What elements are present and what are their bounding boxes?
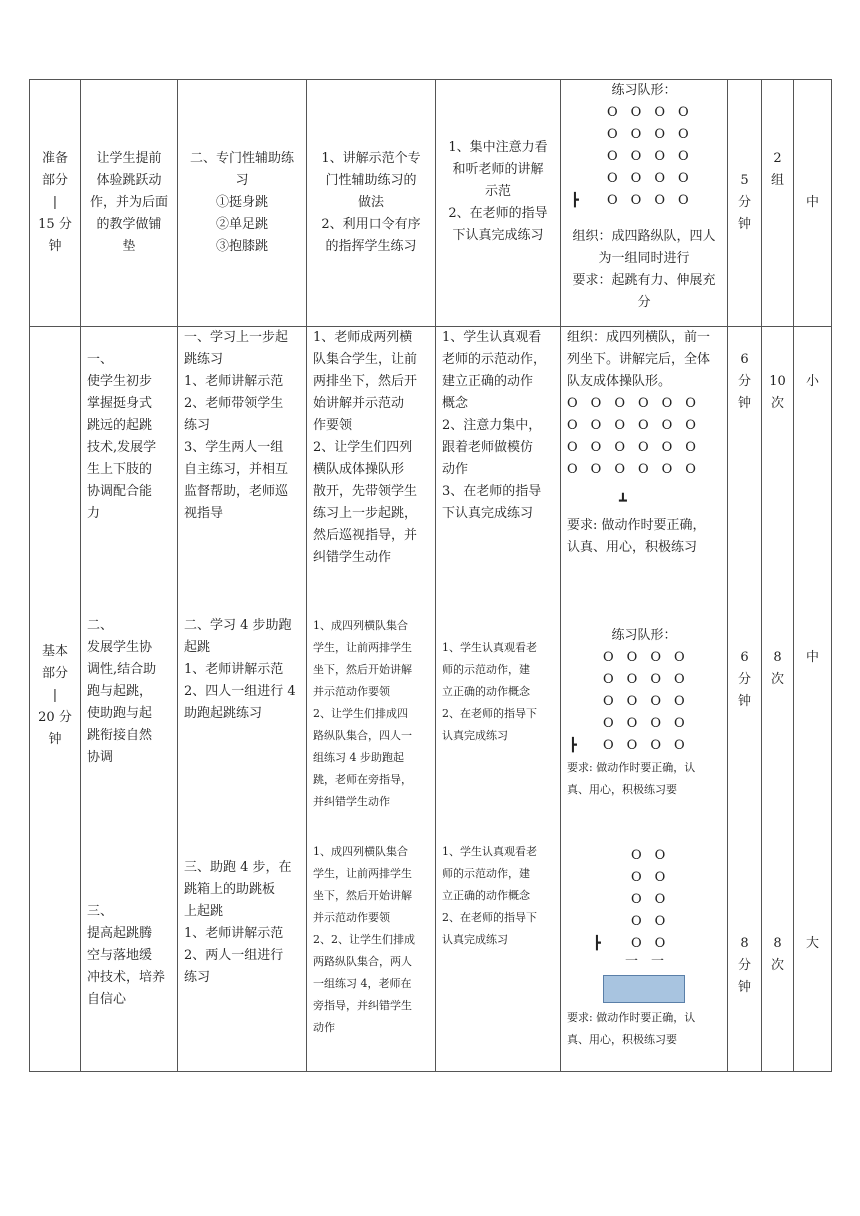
content-text: 二、学习 4 步助跑 起跳 1、老师讲解示范 2、四人一组进行 4 助跑起跳练习 xyxy=(184,618,296,721)
formation-row: O O O O O O xyxy=(567,396,696,411)
teacher-position-icon: ┣ xyxy=(571,193,579,208)
formation-diagram xyxy=(565,102,723,212)
part-label: 基本 部分 | 20 分 钟 xyxy=(38,644,72,747)
content-text: 一、学习上一步起 跳练习 1、老师讲解示范 2、老师带领学生 练习 3、学生两人一组 自主练习，并相互 监督帮助，老师巡 视指导 xyxy=(184,330,289,521)
formation-row: O O O O xyxy=(607,171,689,186)
goal-text: 一、 使学生初步 掌握挺身式 跳远的起跳 技术,发展学 生上下肢的 协调配合能 力 xyxy=(87,352,157,521)
goal-text: 让学生提前 体验跳跃动 作，并为后面 的教学做铺 垫 xyxy=(89,151,168,254)
intensity-text: 中 xyxy=(805,195,819,210)
student-cell xyxy=(436,327,561,1072)
teacher-position-icon: ┣ xyxy=(569,738,577,753)
content-text: 二、专门性辅助练 习 ①挺身跳 ②单足跳 ③抱膝跳 xyxy=(189,151,294,254)
formation-row: O O O O O O xyxy=(567,462,696,477)
formation-row: O O O O xyxy=(607,105,689,120)
student-cell xyxy=(436,80,561,327)
part-cell xyxy=(30,327,81,1072)
formation-row: O O xyxy=(631,848,666,863)
student-text: 1、学生认真观看老 师的示范动作，建 立正确的动作概念 2、在老师的指导下 认真完成练习 xyxy=(442,641,537,742)
content-cell xyxy=(178,80,307,327)
formation-row: O O O O xyxy=(607,149,689,164)
time-cell xyxy=(728,327,762,1072)
intensity-cell xyxy=(794,80,832,327)
organization-cell xyxy=(561,80,728,327)
formation-row: O O xyxy=(631,936,666,951)
time-text: 6 分 钟 xyxy=(737,352,751,411)
formation-diagram xyxy=(567,647,721,757)
intensity-text: 大 xyxy=(805,936,819,951)
formation-row: O O O O xyxy=(603,650,685,665)
teacher-cell xyxy=(307,327,436,1072)
formation-row: O O O O xyxy=(603,694,685,709)
count-text: 2 组 xyxy=(770,151,784,188)
formation-row: O O xyxy=(631,870,666,885)
goal-text: 二、 发展学生协 调性,结合助 跑与起跳， 使助跑与起 跳衔接自然 协调 xyxy=(87,618,157,765)
time-cell xyxy=(728,80,762,327)
formation-row: O O O O xyxy=(603,672,685,687)
formation-row: O O O O xyxy=(603,716,685,731)
organization-cell xyxy=(561,327,728,1072)
count-text: 8 次 xyxy=(770,936,784,973)
intensity-text: 小 xyxy=(805,374,819,389)
formation-title: 练习队形： xyxy=(611,83,677,98)
formation-row: O O O O O O xyxy=(567,418,696,433)
teacher-position-icon: ┻ xyxy=(619,494,627,509)
content-cell xyxy=(178,327,307,1072)
formation-row: O O xyxy=(631,914,666,929)
table-row xyxy=(30,327,832,1072)
formation-row: O O O O xyxy=(603,738,685,753)
formation-diagram xyxy=(567,845,721,969)
content-text: 三、助跑 4 步，在 跳箱上的助跳板 上起跳 1、老师讲解示范 2、两人一组进行 练习 xyxy=(184,860,292,985)
formation-row: O O O O xyxy=(607,193,689,208)
springboard-marks: 一 一 xyxy=(625,954,665,969)
table-row xyxy=(30,80,832,327)
organization-text: 要求: 做动作时要正确， 认真、用心，积极练习 xyxy=(567,518,706,555)
part-cell xyxy=(30,80,81,327)
formation-row: O O O O O O xyxy=(567,440,696,455)
teacher-position-icon: ┣ xyxy=(593,936,601,951)
teacher-text: 1、成四列横队集合 学生，让前两排学生 坐下，然后开始讲解 并示范动作要领 2、让学生们排成四 路纵队集合，四人一 组练习 4 步助跑起 跳，老师在旁指导， 并纠错学生动作 xyxy=(313,619,412,808)
teacher-text: 1、老师成两列横 队集合学生，让前 两排坐下，然后开 始讲解并示范动 作要领 2、让学生们四列 横队成体操队形 散开，先带领学生 练习上一步起跳， 然后巡视指导，并 纠错学生动作 xyxy=(313,330,418,565)
organization-text: 组织：成四路纵队，四人 为一组同时进行 要求：起跳有力、伸展充 分 xyxy=(572,229,716,310)
organization-text: 组织：成四列横队，前一 列坐下。讲解完后，全体 队友成体操队形。 xyxy=(567,330,711,389)
intensity-cell xyxy=(794,327,832,1072)
teacher-text: 1、讲解示范个专 门性辅助练习的 做法 2、利用口令有序 的指挥学生练习 xyxy=(321,151,421,254)
formation-row: O O xyxy=(631,892,666,907)
organization-text: 要求: 做动作时要正确，认 真、用心，积极练习要 xyxy=(567,761,696,796)
time-text: 8 分 钟 xyxy=(737,936,751,995)
count-cell xyxy=(762,80,794,327)
part-label: 准备 部分 | 15 分 钟 xyxy=(38,151,72,254)
student-text: 1、集中注意力看 和听老师的讲解 示范 2、在老师的指导 下认真完成练习 xyxy=(448,140,548,243)
student-text: 1、学生认真观看 老师的示范动作， 建立正确的动作 概念 2、注意力集中， 跟着老师做模仿 动作 3、在老师的指导 下认真完成练习 xyxy=(442,330,547,521)
teacher-text: 1、成四列横队集合 学生，让前两排学生 坐下，然后开始讲解 并示范动作要领 2、2、让学生们排成 两路纵队集合，两人 一组练习 4，老师在 旁指导，并纠错学生 动作 xyxy=(313,845,415,1034)
goal-cell xyxy=(81,80,178,327)
formation-diagram xyxy=(567,393,721,513)
student-text: 1、学生认真观看老 师的示范动作，建 立正确的动作概念 2、在老师的指导下 认真完成练习 xyxy=(442,845,537,946)
count-text: 10 次 xyxy=(769,374,786,411)
count-cell xyxy=(762,327,794,1072)
lesson-plan-table xyxy=(29,79,832,1072)
teacher-cell xyxy=(307,80,436,327)
vaulting-box-icon xyxy=(603,975,685,1003)
formation-row: O O O O xyxy=(607,127,689,142)
time-text: 6 分 钟 xyxy=(737,650,751,709)
organization-text: 要求: 做动作时要正确，认 真、用心，积极练习要 xyxy=(567,1011,696,1046)
intensity-text: 中 xyxy=(805,650,819,665)
count-text: 8 次 xyxy=(770,650,784,687)
goal-text: 三、 提高起跳腾 空与落地缓 冲技术，培养 自信心 xyxy=(87,904,166,1007)
time-text: 5 分 钟 xyxy=(737,173,751,232)
formation-title: 练习队形： xyxy=(611,628,677,643)
goal-cell xyxy=(81,327,178,1072)
